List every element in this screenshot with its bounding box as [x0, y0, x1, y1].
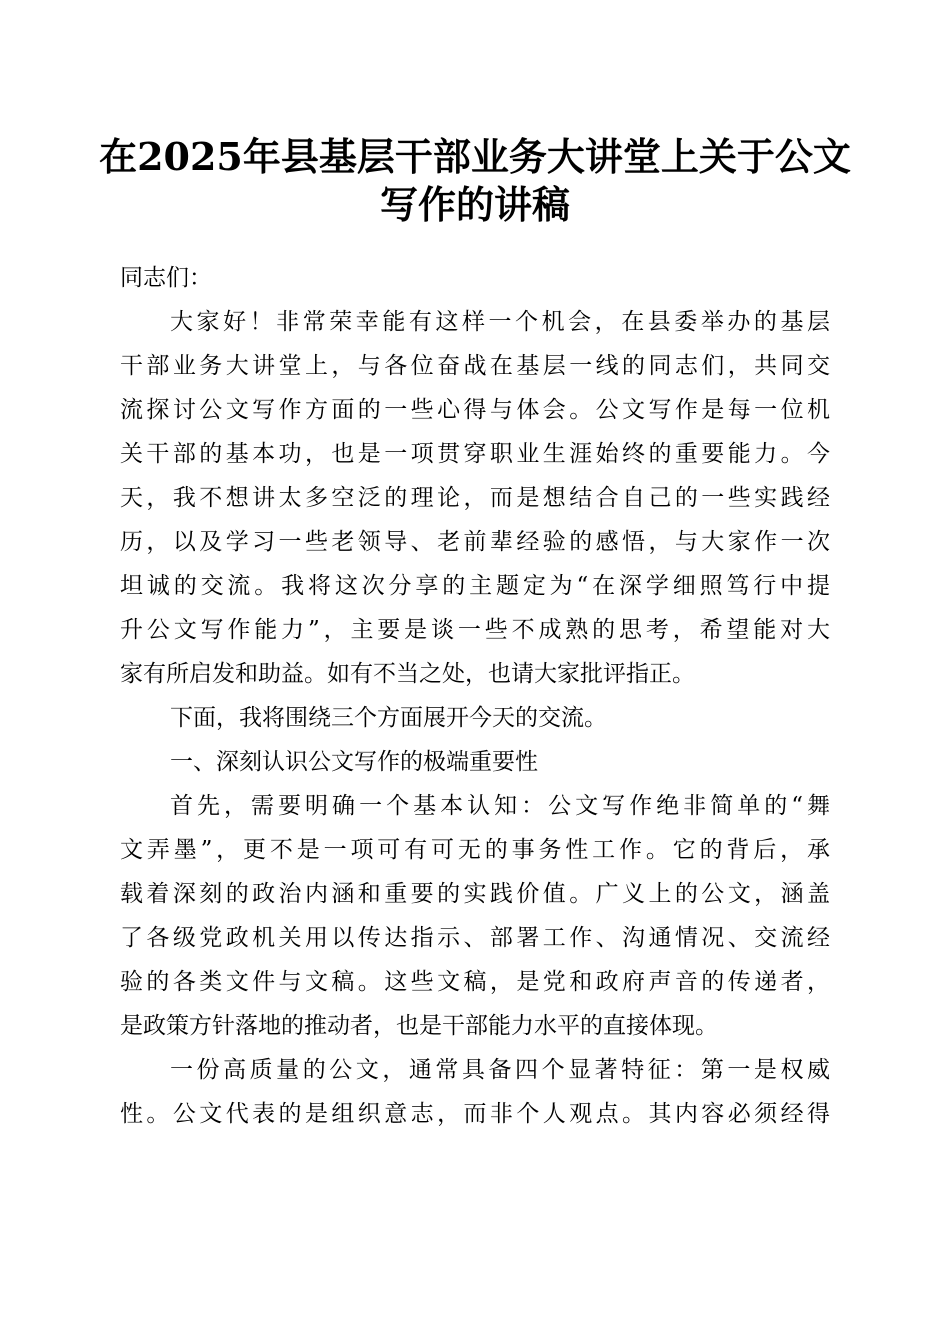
paragraph-line: 首先，需要明确一个基本认知：公文写作绝非简单的“舞 — [170, 793, 830, 819]
paragraph-line: 性。公文代表的是组织意志，而非个人观点。其内容必须经得 — [120, 1101, 830, 1127]
paragraph-line: 载着深刻的政治内涵和重要的实践价值。广义上的公文，涵盖 — [120, 881, 830, 907]
paragraph-line: 升公文写作能力”，主要是谈一些不成熟的思考，希望能对大 — [120, 617, 830, 643]
paragraph-line: 是政策方针落地的推动者，也是干部能力水平的直接体现。 — [120, 1013, 718, 1039]
paragraph-line: 文弄墨”，更不是一项可有可无的事务性工作。它的背后，承 — [120, 837, 830, 863]
greeting: 同志们： — [120, 265, 212, 291]
paragraph-line: 家有所启发和助益。如有不当之处，也请大家批评指正。 — [120, 661, 695, 687]
paragraph-line: 下面，我将围绕三个方面展开今天的交流。 — [170, 705, 607, 731]
paragraph-line: 一份高质量的公文，通常具备四个显著特征：第一是权威 — [170, 1057, 830, 1083]
paragraph-line: 了各级党政机关用以传达指示、部署工作、沟通情况、交流经 — [120, 925, 830, 951]
paragraph-line: 坦诚的交流。我将这次分享的主题定为“在深学细照笃行中提 — [120, 573, 830, 599]
paragraph-line: 天，我不想讲太多空泛的理论，而是想结合自己的一些实践经 — [120, 485, 830, 511]
paragraph-line: 历，以及学习一些老领导、老前辈经验的感悟，与大家作一次 — [120, 529, 830, 555]
title-line: 写作的讲稿 — [379, 182, 570, 227]
paragraph-line: 干部业务大讲堂上，与各位奋战在基层一线的同志们，共同交 — [120, 353, 830, 379]
paragraph-line: 验的各类文件与文稿。这些文稿，是党和政府声音的传递者， — [120, 969, 830, 995]
document-title — [60, 133, 890, 229]
paragraph-line: 大家好！非常荣幸能有这样一个机会，在县委举办的基层 — [170, 309, 830, 335]
paragraph-line: 流探讨公文写作方面的一些心得与体会。公文写作是每一位机 — [120, 397, 830, 423]
section-heading: 一、深刻认识公文写作的极端重要性 — [170, 749, 538, 775]
paragraph-line: 关干部的基本功，也是一项贯穿职业生涯始终的重要能力。今 — [120, 441, 830, 467]
title-line: 在2025年县基层干部业务大讲堂上关于公文 — [99, 134, 851, 179]
document-body — [120, 256, 830, 1136]
